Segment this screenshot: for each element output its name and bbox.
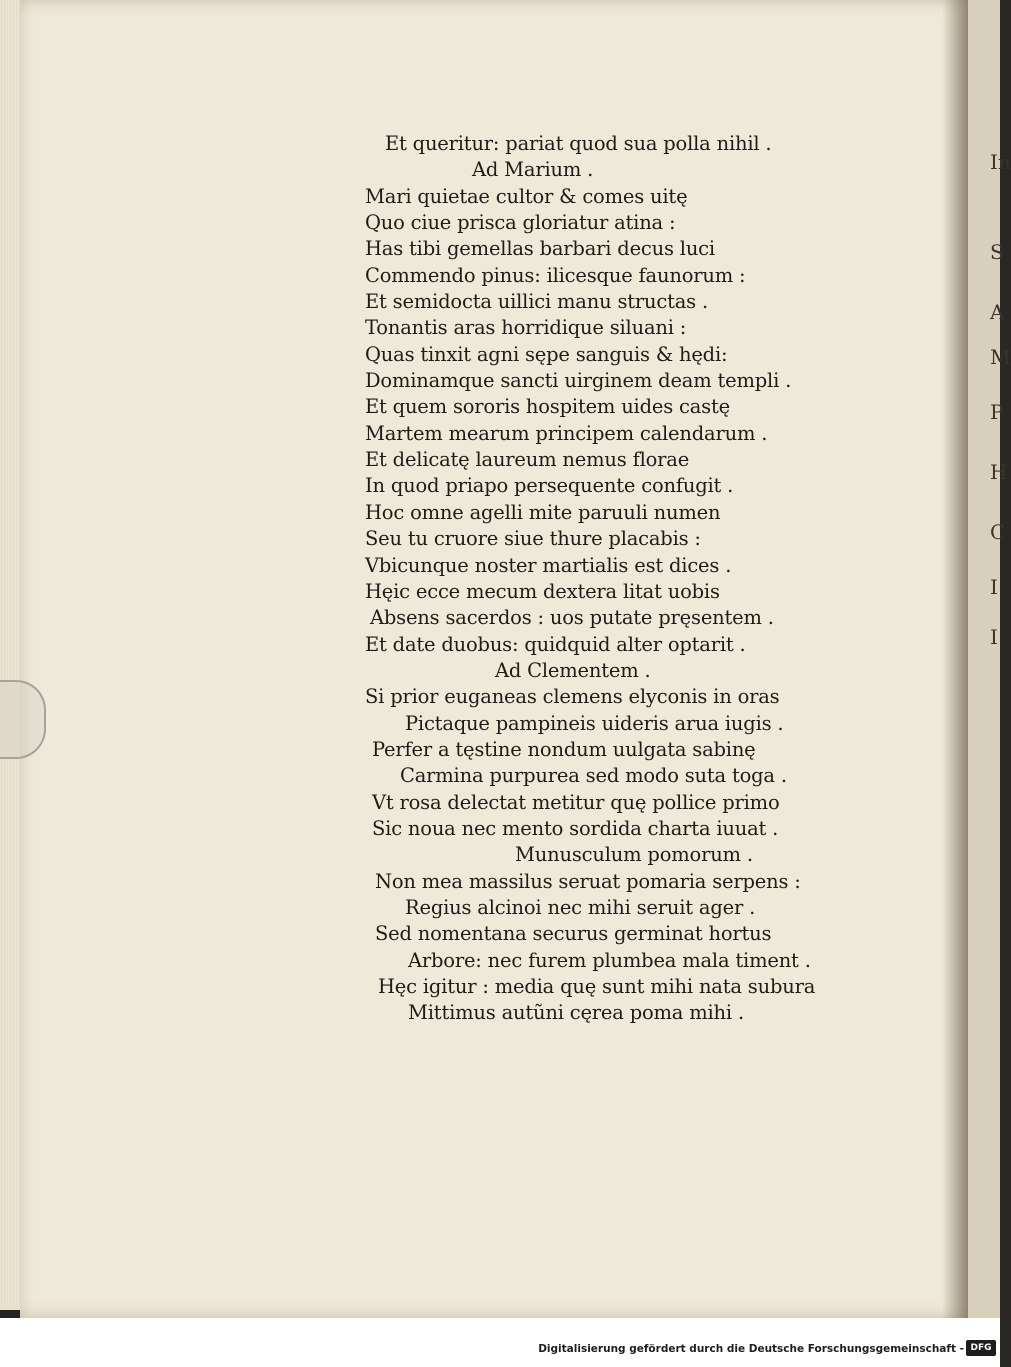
poem-line: Pictaque pampineis uideris arua iugis .	[405, 711, 784, 735]
poem-line: Absens sacerdos : uos putate pręsentem .	[370, 606, 774, 630]
poem-line: Sic noua nec mento sordida charta iuuat .	[372, 816, 779, 840]
poem-line: Et date duobus: quidquid alter optarit .	[365, 632, 746, 656]
poem-line: Vt rosa delectat metitur quę pollice primo	[372, 790, 780, 814]
poem-line: Mari quietae cultor & comes uitę	[365, 184, 688, 208]
poem-line: Hoc omne agelli mite paruuli numen	[365, 500, 721, 524]
dfg-logo: DFG	[966, 1340, 996, 1356]
poem-line: Hęc igitur : media quę sunt mihi nata subura	[378, 975, 816, 998]
poem-text-block	[330, 131, 850, 1027]
facing-page-letter: I	[990, 575, 998, 599]
poem-line: Hęic ecce mecum dextera litat uobis	[365, 579, 720, 603]
poem-line: Si prior euganeas clemens elyconis in oras	[365, 685, 780, 709]
poem-heading: Ad Clementem .	[495, 658, 651, 682]
poem-line: Et delicatę laureum nemus florae	[365, 448, 690, 472]
poem-line: Mittimus autũni cęrea poma mihi .	[408, 1001, 744, 1025]
facing-page-letter: P	[990, 400, 1004, 424]
funding-credit: Digitalisierung gefördert durch die Deutsche Forschungsgemeinschaft -	[538, 1343, 964, 1355]
book-gutter	[942, 0, 968, 1318]
poem-line: Dominamque sancti uirginem deam templi .	[365, 369, 792, 393]
page-clip	[0, 680, 46, 759]
poem-line: Regius alcinoi nec mihi seruit ager .	[405, 895, 756, 919]
poem-line: Seu tu cruore siue thure placabis :	[365, 527, 701, 551]
facing-page-letter: In	[990, 150, 1011, 174]
poem-line: Quas tinxit agni sępe sanguis & hędi:	[365, 342, 728, 366]
footer-bar	[0, 1318, 1000, 1367]
facing-page-letter: S	[990, 240, 1004, 264]
poem-line: Sed nomentana securus germinat hortus	[375, 922, 772, 946]
poem-heading: Munusculum pomorum .	[515, 843, 753, 867]
facing-page-letter: M	[990, 345, 1011, 369]
facing-page-letter: C	[990, 520, 1006, 544]
poem-line: Et semidocta uillici manu structas .	[365, 290, 708, 314]
poem-line: Martem mearum principem calendarum .	[365, 421, 768, 445]
poem-line: Quo ciue prisca gloriatur atina :	[365, 211, 676, 235]
poem-line: In quod priapo persequente confugit .	[365, 474, 734, 498]
poem-heading: Ad Marium .	[472, 158, 594, 182]
poem-line: Commendo pinus: ilicesque faunorum :	[365, 263, 746, 287]
poem-line: Vbicunque noster martialis est dices .	[365, 553, 732, 577]
facing-page-letter: H	[990, 460, 1008, 484]
poem-line: Arbore: nec furem plumbea mala timent .	[408, 948, 811, 972]
facing-page-letter: A	[990, 300, 1005, 324]
poem-line: Non mea massilus seruat pomaria serpens :	[375, 869, 801, 893]
poem-line: Et quem sororis hospitem uides castę	[365, 395, 730, 419]
poem-line: Has tibi gemellas barbari decus luci	[365, 237, 715, 261]
poem-line: Carmina purpurea sed modo suta toga .	[400, 764, 787, 788]
facing-page-letter: I	[990, 625, 998, 649]
facing-page-edge	[968, 0, 1011, 1318]
poem-line: Tonantis aras horridique siluani :	[365, 316, 687, 340]
poem-line: Et queritur: pariat quod sua polla nihil .	[385, 132, 772, 155]
poem-line: Perfer a tęstine nondum uulgata sabinę	[372, 737, 756, 761]
